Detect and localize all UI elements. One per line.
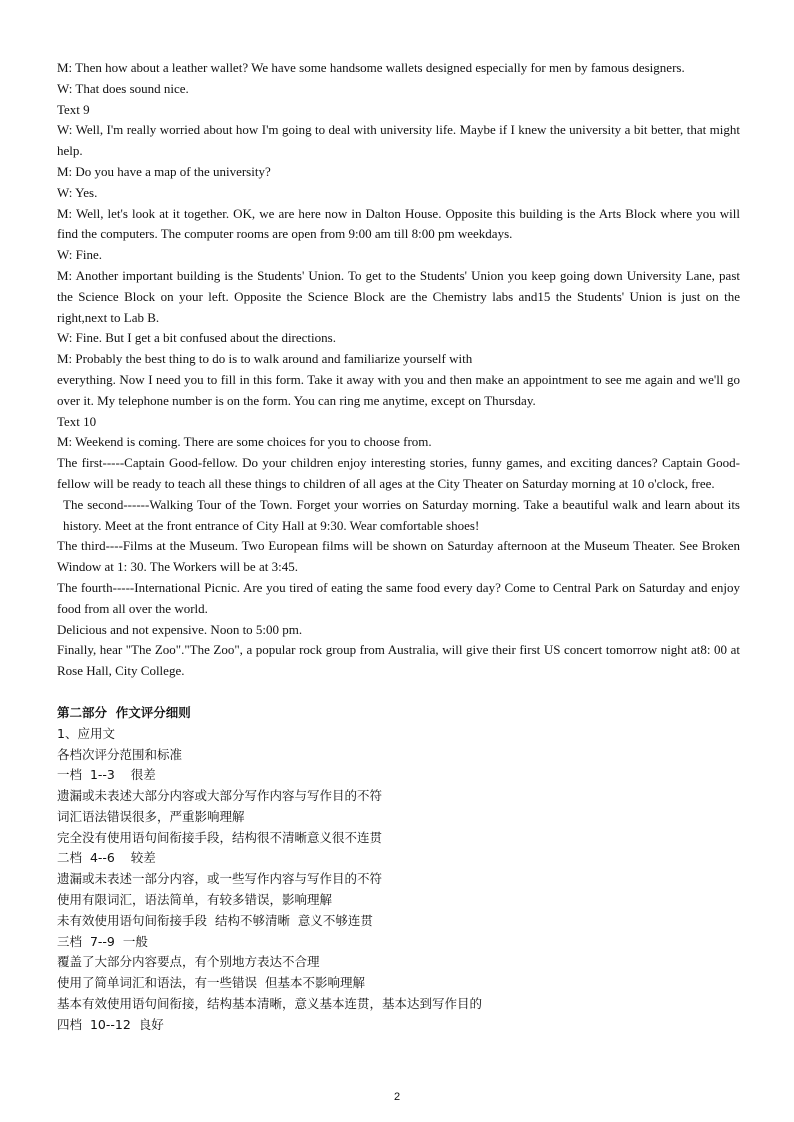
criteria-line: 各档次评分范围和标准 [57,746,183,762]
text-label: Text 10 [57,413,97,429]
criteria-line: 一档 1--3 很差 [57,767,156,783]
scoring-section [57,703,740,1036]
page-number: 2 [393,1091,401,1103]
criteria-line: 三档 7--9 一般 [57,933,148,949]
criteria-line: 二档 4--6 较差 [57,850,156,866]
criteria-line: 未有效使用语句间衔接手段 结构不够清晰 意义不够连贯 [57,912,373,928]
paragraph: W: Yes. [57,184,98,200]
paragraph: The first-----Captain Good-fellow. Do your children enjoy interesting stories, funny games, and exciting dances? Captain Good-fellow will be ready to teach all these things to children of all ages at the City Theater on Saturday morning at 10 o'clock, free. [57,455,740,491]
paragraph: M: Do you have a map of the university? [57,163,271,179]
paragraph: The fourth-----International Picnic. Are you tired of eating the same food every day? Come to Central Park on Saturday and enjoy food from all over the world. [57,579,744,616]
criteria-line: 1、应用文 [57,725,115,741]
paragraph: M: Probably the best thing to do is to walk around and familiarize yourself with [57,351,473,367]
transcript [57,58,744,682]
section-heading: 第二部分 作文评分细则 [57,704,191,720]
paragraph: The third----Films at the Museum. Two European films will be shown on Saturday afternoon at the Museum Theater. See Broken Window at 1: 30. The Workers will be at 3:45. [57,538,744,575]
paragraph: M: Well, let's look at it together. OK, we are here now in Dalton House. Opposite this building is the Arts Block where you will find the computers. The computer rooms are open from 9:00 am till 8:00 pm weekdays. [57,205,744,242]
paragraph: W: Fine. But I get a bit confused about the directions. [57,330,336,346]
criteria-line: 四档 10--12 良好 [57,1016,164,1032]
paragraph: M: Another important building is the Students' Union. To get to the Students' Union you keep going down University Lane, past the Science Block on your left. Opposite the Science Block are the Chemistry labs and15 the Students' Union is just on the right,next to Lab B. [57,267,744,325]
criteria-line: 使用有限词汇，语法简单，有较多错误，影响理解 [57,892,333,908]
paragraph: everything. Now I need you to fill in this form. Take it away with you and then make an appointment to see me again and we'll go over it. My telephone number is on the form. You can ring me anytime, except on Thursday. [57,371,744,408]
criteria-line: 遗漏或未表述大部分内容或大部分写作内容与写作目的不符 [57,788,383,804]
paragraph: Delicious and not expensive. Noon to 5:00 pm. [57,621,303,637]
criteria-line: 基本有效使用语句间衔接，结构基本清晰，意义基本连贯，基本达到写作目的 [57,996,483,1012]
paragraph: W: Fine. [57,247,103,263]
paragraph: The second------Walking Tour of the Town. Forget your worries on Saturday morning. Take a beautiful walk and learn about its history. Meet at the front entrance of City Hall at 9:30. Wear comfortable shoes! [63,496,744,533]
criteria-line: 使用了简单词汇和语法，有一些错误 但基本不影响理解 [57,975,365,991]
text-label: Text 9 [57,101,90,117]
paragraph: W: That does sound nice. [57,80,189,96]
paragraph: M: Weekend is coming. There are some choices for you to choose from. [57,434,432,450]
paragraph: M: Then how about a leather wallet? We have some handsome wallets designed especially for men by famous designers. [57,60,685,75]
paragraph: Finally, hear "The Zoo"."The Zoo", a popular rock group from Australia, will give their first US concert tomorrow night at8: 00 at Rose Hall, City College. [57,642,744,679]
criteria-line: 完全没有使用语句间衔接手段，结构很不清晰意义很不连贯 [57,829,383,845]
criteria-line: 词汇语法错误很多，严重影响理解 [57,808,245,824]
criteria-line: 遗漏或未表述一部分内容，或一些写作内容与写作目的不符 [57,871,383,887]
paragraph: W: Well, I'm really worried about how I'm going to deal with university life. Maybe if I knew the university a bit better, that might help. [57,122,744,159]
criteria-line: 覆盖了大部分内容要点，有个别地方表达不合理 [57,954,320,970]
